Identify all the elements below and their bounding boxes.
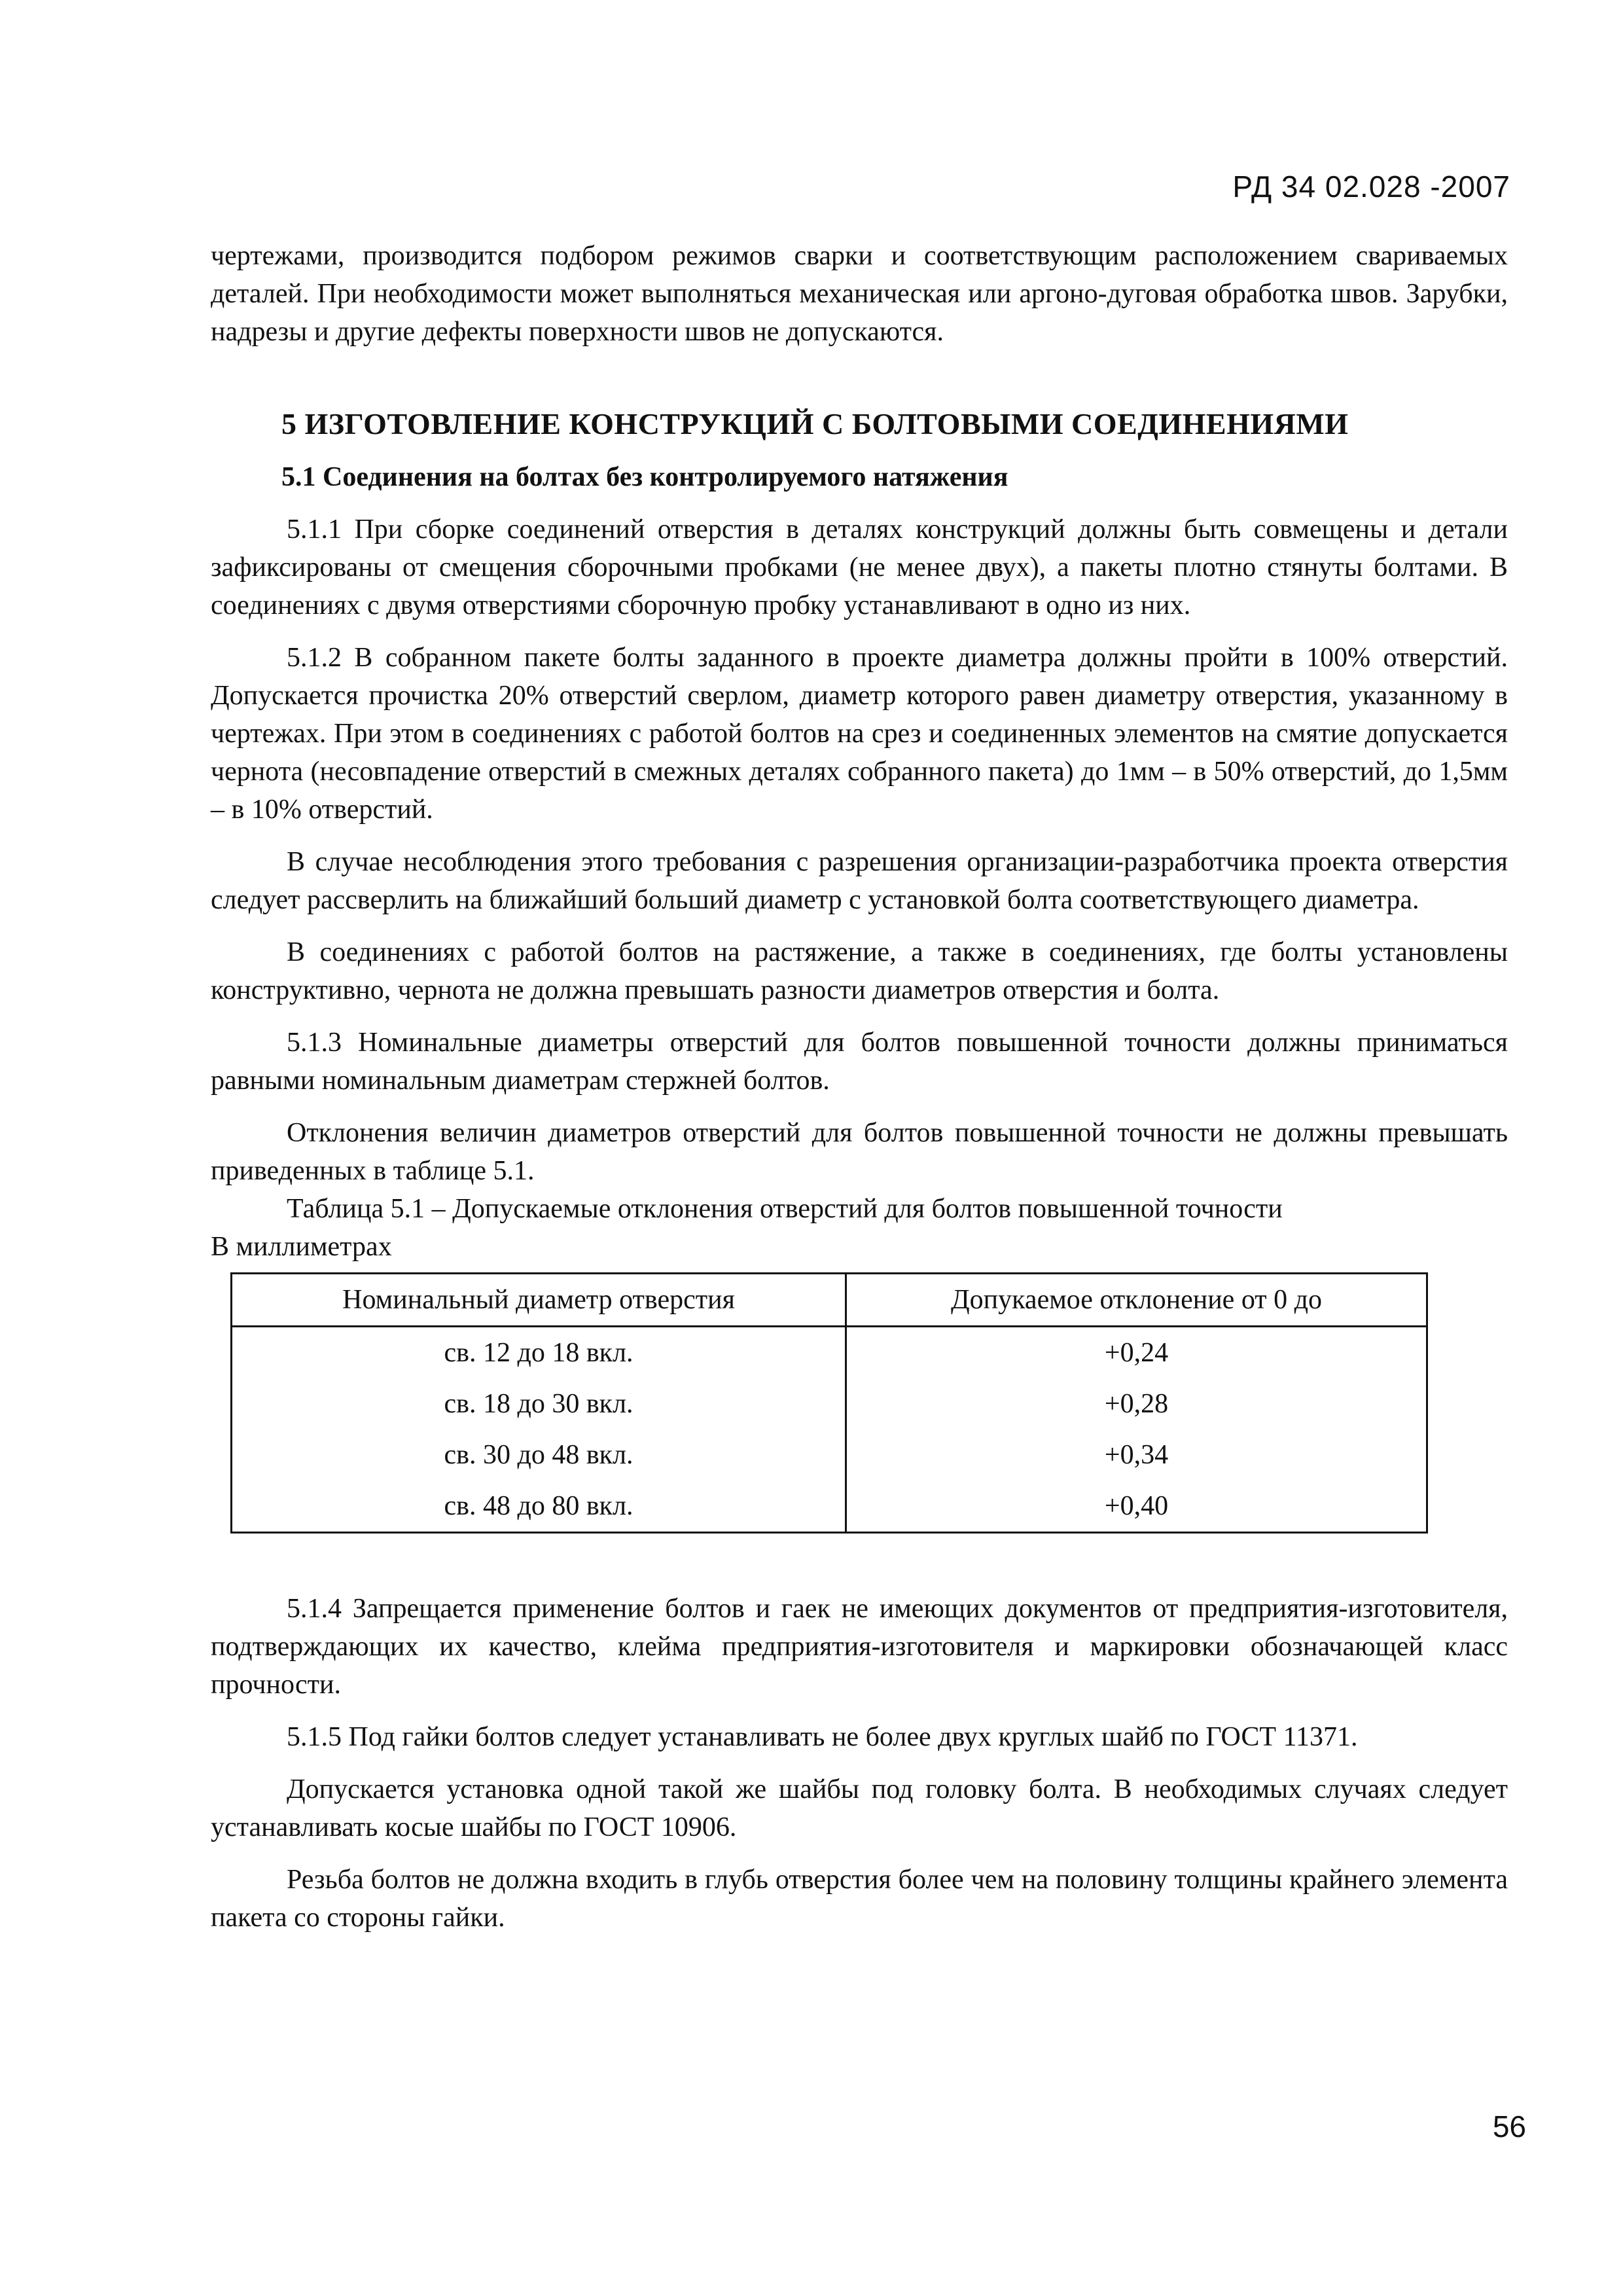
table-row — [232, 1327, 1427, 1379]
paragraph-5-1-3: 5.1.3 Номинальные диаметры отверстий для болтов повышенной точности должны приниматься равными номинальным диаметрам стержней болтов. — [211, 1028, 1508, 1096]
table-row — [232, 1378, 1427, 1429]
subsection-title: 5.1 Соединения на болтах без контролируемого натяжения — [281, 462, 1008, 492]
paragraph-rebore: В случае несоблюдения этого требования с разрешения организации-разработчика проекта отверстия следует рассверлить на ближайший больший диаметр с установкой болта соответствующего диаметра. — [211, 847, 1508, 915]
tolerance-table — [230, 1272, 1428, 1534]
cell-diameter: св. 30 до 48 вкл. — [232, 1429, 846, 1480]
paragraph-deviations: Отклонения величин диаметров отверстий для болтов повышенной точности не должны превышать приведенных в таблице 5.1. — [211, 1118, 1508, 1186]
paragraph-5-1-2: 5.1.2 В собранном пакете болты заданного в проекте диаметра должны пройти в 100% отверстий. Допускается прочистка 20% отверстий сверлом, диаметр которого равен диаметру отверстия, указанному в чертежах. При этом в соединениях с работой болтов на срез и соединенных элементов на смятие допускается чернота (несовпадение отверстий в смежных деталях собранного пакета) до 1мм – в 50% отверстий, до 1,5мм – в 10% отверстий. — [211, 643, 1508, 825]
table-header-row — [232, 1274, 1427, 1327]
document-code: РД 34 02.028 -2007 — [1232, 170, 1510, 204]
paragraph-bevel-washers: Допускается установка одной такой же шайбы под головку болта. В необходимых случаях следует устанавливать косые шайбы по ГОСТ 10906. — [211, 1774, 1508, 1842]
cell-deviation: +0,28 — [846, 1378, 1427, 1429]
cell-diameter: св. 12 до 18 вкл. — [232, 1327, 846, 1379]
header-allowed-deviation: Допукаемое отклонение от 0 до — [846, 1274, 1427, 1327]
table-caption: Таблица 5.1 – Допускаемые отклонения отверстий для болтов повышенной точности — [287, 1194, 1283, 1224]
table-unit: В миллиметрах — [211, 1232, 392, 1262]
cell-diameter: св. 18 до 30 вкл. — [232, 1378, 846, 1429]
paragraph-5-1-1: 5.1.1 При сборке соединений отверстия в деталях конструкций должны быть совмещены и детали зафиксированы от смещения сборочными пробками (не менее двух), а пакеты плотно стянуты болтами. В соединениях с двумя отверстиями сборочную пробку устанавливают в одно из них. — [211, 514, 1508, 620]
paragraph-5-1-5: 5.1.5 Под гайки болтов следует устанавливать не более двух круглых шайб по ГОСТ 11371. — [287, 1722, 1358, 1752]
cell-diameter: св. 48 до 80 вкл. — [232, 1480, 846, 1533]
intro-paragraph: чертежами, производится подбором режимов сварки и соответствующим расположением свариваемых деталей. При необходимости может выполняться механическая или аргоно-дуговая обработка швов. Зарубки, надрезы и другие дефекты поверхности швов не допускаются. — [211, 241, 1508, 347]
table-row — [232, 1480, 1427, 1533]
paragraph-5-1-4: 5.1.4 Запрещается применение болтов и гаек не имеющих документов от предприятия-изготовителя, подтверждающих их качество, клейма предприятия-изготовителя и маркировки обозначающей класс прочности. — [211, 1594, 1508, 1700]
cell-deviation: +0,24 — [846, 1327, 1427, 1379]
cell-deviation: +0,40 — [846, 1480, 1427, 1533]
page-content — [211, 237, 1508, 1937]
header-nominal-diameter: Номинальный диаметр отверстия — [232, 1274, 846, 1327]
paragraph-thread-depth: Резьба болтов не должна входить в глубь отверстия более чем на половину толщины крайнего элемента пакета со стороны гайки. — [211, 1865, 1508, 1933]
cell-deviation: +0,34 — [846, 1429, 1427, 1480]
paragraph-tension: В соединениях с работой болтов на растяжение, а также в соединениях, где болты установлены конструктивно, чернота не должна превышать разности диаметров отверстия и болта. — [211, 937, 1508, 1005]
table-row — [232, 1429, 1427, 1480]
page-number: 56 — [1492, 2109, 1526, 2144]
section-title: 5 ИЗГОТОВЛЕНИЕ КОНСТРУКЦИЙ С БОЛТОВЫМИ СОЕДИНЕНИЯМИ — [281, 407, 1349, 440]
